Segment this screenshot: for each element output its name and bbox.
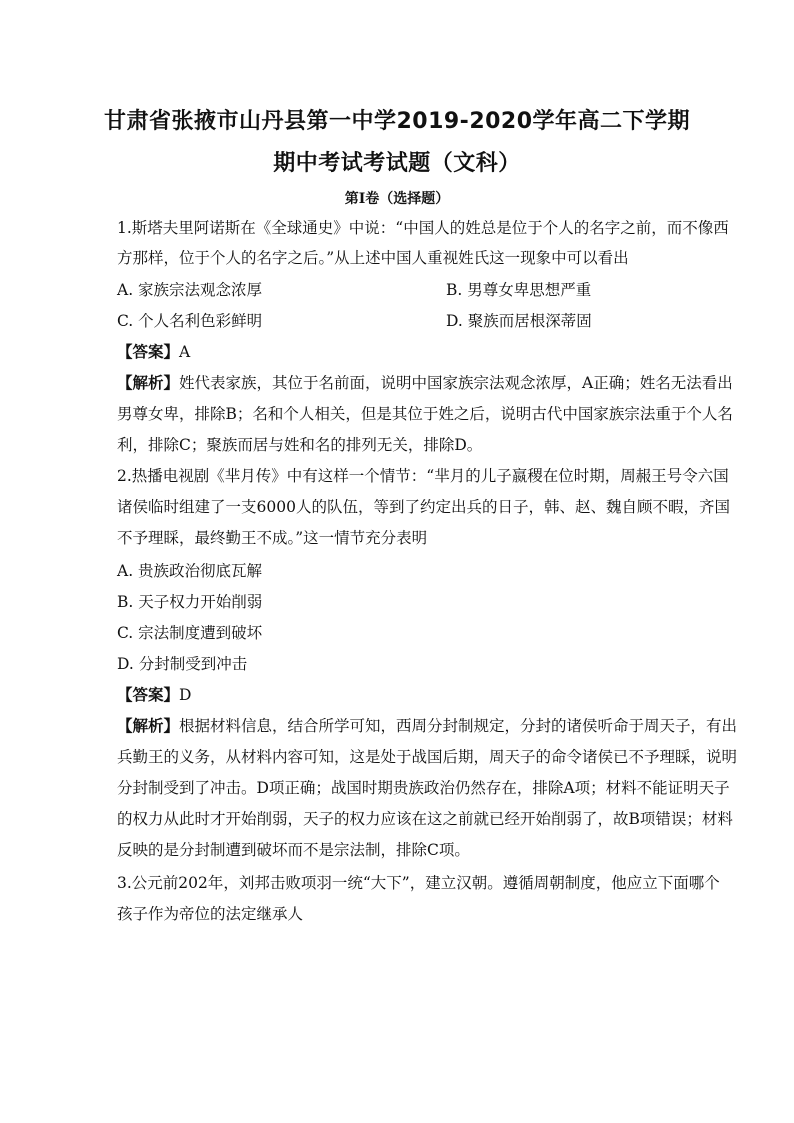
q1-answer [117,342,190,362]
q1-stem-line: 1.斯塔夫里阿诺斯在《全球通史》中说：“中国人的姓总是位于个人的名字之前，而不像西 [117,219,729,237]
q2-answer [117,685,191,705]
q2-stem-line: 不予理睬，最终勤王不成。”这一情节充分表明 [117,529,428,547]
q1-option-b: B. 男尊女卑思想严重 [446,281,592,299]
section-heading: 第Ⅰ卷（选择题） [344,191,450,207]
q1-option-d: D. 聚族而居根深蒂固 [446,312,592,330]
q2-analysis-line [117,716,737,736]
answer-label: 【答案】 [117,685,180,704]
analysis-label: 【解析】 [117,716,180,735]
q1-analysis-line: 利，排除C；聚族而居与姓和名的排列无关，排除D。 [117,436,483,454]
q1-analysis-line [117,373,733,393]
q1-option-c: C. 个人名利色彩鲜明 [117,312,263,330]
q3-stem-line: 3.公元前202年，刘邦击败项羽一统“大下”，建立汉朝。遵循周朝制度，他应立下面哪个 [117,874,720,892]
document-title-line1: 甘肃省张掖市山丹县第一中学2019-2020学年高二下学期 [103,109,691,134]
q2-option-b: B. 天子权力开始削弱 [117,593,263,611]
answer-label: 【答案】 [117,342,180,361]
q2-stem-line: 诸侯临时组建了一支6000人的队伍，等到了约定出兵的日子，韩、赵、魏自顾不暇，齐国 [117,498,730,516]
analysis-label: 【解析】 [117,373,180,392]
q3-stem-line: 孩子作为帝位的法定继承人 [117,905,304,923]
q2-analysis-line: 的权力从此时才开始削弱，天子的权力应该在这之前就已经开始削弱了，故B项错误；材料 [117,810,733,828]
document-title-line2: 期中考试考试题（文科） [273,151,521,176]
q2-stem-line: 2.热播电视剧《芈月传》中有这样一个情节：“芈月的儿子嬴稷在位时期，周赧王号令六国 [117,467,729,485]
q2-analysis-line: 反映的是分封制遭到破坏而不是宗法制，排除C项。 [117,841,470,859]
analysis-text: 姓代表家族，其位于名前面，说明中国家族宗法观念浓厚，A正确；姓名无法看出 [179,374,733,392]
answer-value: D [179,686,192,704]
analysis-text: 根据材料信息，结合所学可知，西周分封制规定，分封的诸侯听命于周天子，有出 [179,717,738,735]
q2-option-c: C. 宗法制度遭到破坏 [117,624,263,642]
q2-option-a: A. 贵族政治彻底瓦解 [117,562,263,580]
q2-analysis-line: 兵勤王的义务，从材料内容可知，这是处于战国后期，周天子的命令诸侯已不予理睬，说明 [117,748,738,766]
answer-value: A [179,343,191,361]
q2-option-d: D. 分封制受到冲击 [117,655,248,673]
q1-stem-line: 方那样，位于个人的名字之后。”从上述中国人重视姓氏这一现象中可以看出 [117,249,629,267]
q1-option-a: A. 家族宗法观念浓厚 [117,281,263,299]
q1-analysis-line: 男尊女卑，排除B；名和个人相关，但是其位于姓之后，说明古代中国家族宗法重于个人名 [117,405,733,423]
q2-analysis-line: 分封制受到了冲击。D项正确；战国时期贵族政治仍然存在，排除A项；材料不能证明天子 [117,779,730,797]
